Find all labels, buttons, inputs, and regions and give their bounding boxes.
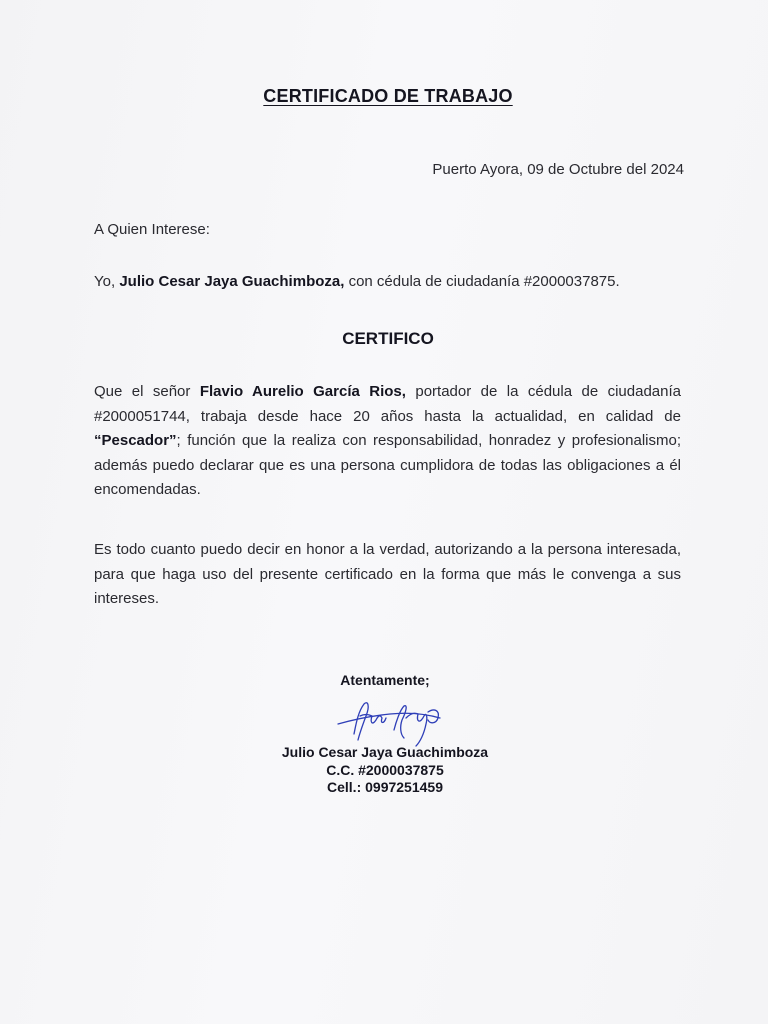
signer-block — [0, 744, 768, 797]
closing-paragraph: Es todo cuanto puedo decir en honor a la verdad, autorizando a la persona interesada, para que haga uso del presente certificado en la forma que más le convenga a sus intereses. — [94, 541, 681, 607]
issuer-name: Julio Cesar Jaya Guachimboza, — [119, 273, 345, 290]
closing-salutation: Atentamente; — [340, 672, 430, 688]
greeting: A Quien Interese: — [94, 221, 210, 238]
intro-prefix: Yo, — [94, 273, 120, 290]
section-heading: CERTIFICO — [342, 329, 434, 348]
employee-role: “Pescador” — [94, 432, 177, 449]
intro-line — [94, 273, 620, 290]
employee-name: Flavio Aurelio García Rios, — [199, 383, 406, 400]
signer-id: C.C. #2000037875 — [326, 761, 444, 778]
signer-phone: Cell.: 0997251459 — [327, 779, 443, 795]
place-date: Puerto Ayora, 09 de Octubre del 2024 — [432, 161, 684, 178]
intro-suffix: con cédula de ciudadanía #2000037875. — [344, 273, 620, 290]
p1-suffix: ; función que la realiza con responsabilidad, honradez y profesionalismo; además puedo declarar que es una persona cumplidora de todas las obligaciones a él encomendadas. — [94, 432, 681, 498]
p1-prefix: Que el señor — [94, 383, 200, 400]
certification-paragraph — [94, 380, 681, 503]
signer-name: Julio Cesar Jaya Guachimboza — [281, 744, 489, 760]
document-title: CERTIFICADO DE TRABAJO — [263, 86, 513, 106]
p1-middle: portador de la cédula de ciudadanía #2000051744, trabaja desde hace 20 años hasta la actualidad, en calidad de — [94, 383, 681, 425]
